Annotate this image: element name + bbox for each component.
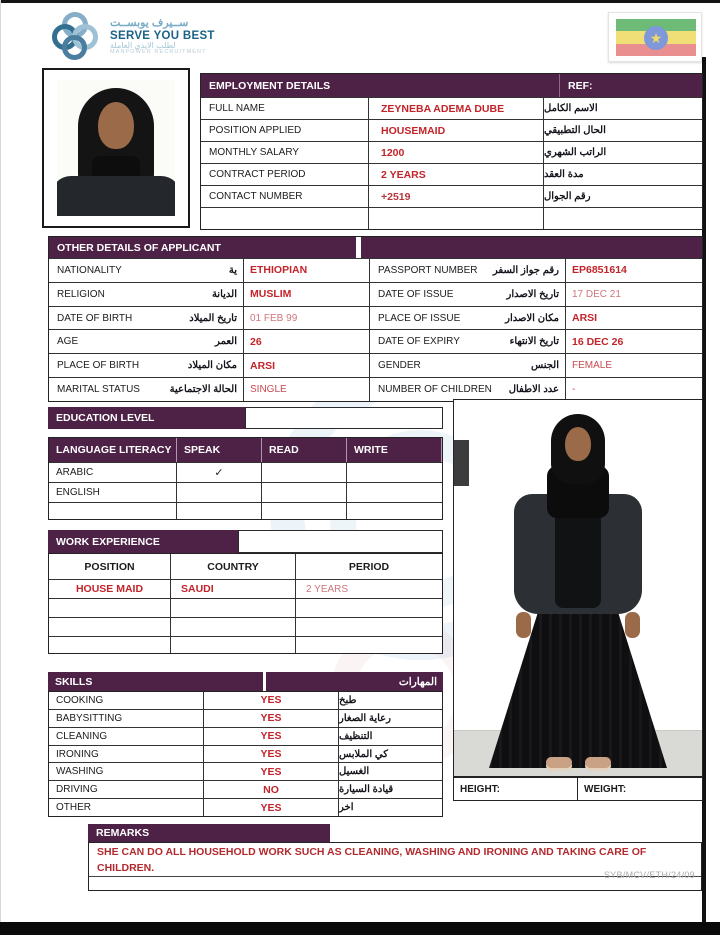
portrait-shoulders [57, 176, 175, 216]
country-header: COUNTRY [171, 554, 296, 579]
date-of-birth-label: DATE OF BIRTH [57, 312, 133, 324]
marital-status-label: MARITAL STATUS [57, 384, 140, 396]
monthly-salary-label: MONTHLY SALARY [201, 142, 369, 163]
cleaning-label: CLEANING [49, 728, 204, 745]
figure-left-hand [516, 612, 531, 638]
arabic-read-cell [262, 463, 347, 482]
date-of-birth-value: 01 FEB 99 [250, 312, 298, 324]
date-of-birth-arabic: تاريخ الميلاد [189, 312, 237, 324]
employment-details-table [200, 73, 703, 230]
other-skill-arabic: اخر [339, 802, 354, 814]
washing-label: WASHING [49, 763, 204, 780]
washing-value: YES [204, 763, 339, 780]
place-of-issue-label: PLACE OF ISSUE [378, 312, 461, 324]
position-applied-label: POSITION APPLIED [201, 120, 369, 141]
education-level-section [48, 407, 443, 429]
gender-arabic: الجنس [530, 360, 559, 372]
applicant-full-body-photo [453, 399, 703, 777]
position-applied-arabic: الحال التطبيقي [544, 125, 606, 136]
full-name-label: FULL NAME [201, 98, 369, 119]
monthly-salary-value: 1200 [369, 142, 544, 163]
remarks-header [88, 824, 330, 842]
cleaning-value: YES [204, 728, 339, 745]
passport-number-arabic: رقم جواز السفر [492, 264, 559, 276]
number-of-children-value: - [572, 384, 576, 396]
contract-period-label: CONTRACT PERIOD [201, 164, 369, 185]
work-experience-title: WORK EXPERIENCE [48, 530, 238, 553]
other-skill-label: OTHER [49, 799, 204, 816]
table-row [49, 282, 369, 306]
nationality-label: NATIONALITY [57, 264, 122, 276]
table-row [49, 482, 442, 502]
table-row [49, 258, 369, 282]
babysitting-value: YES [204, 710, 339, 727]
date-of-issue-label: DATE OF ISSUE [378, 288, 454, 300]
nationality-arabic: ية [228, 264, 237, 276]
age-value: 26 [250, 335, 262, 348]
driving-label: DRIVING [49, 781, 204, 798]
logo-tagline: MANPOWER RECRUITMENT [110, 49, 207, 56]
table-row [49, 462, 442, 482]
table-row-empty [49, 502, 442, 519]
logo-arabic-tagline: لطلب الايدي العاملة [110, 40, 176, 50]
skills-table [48, 691, 443, 817]
place-of-birth-label: PLACE OF BIRTH [57, 360, 140, 372]
place-of-issue-arabic: مكان الاصدار [505, 312, 559, 324]
ethiopia-flag [608, 12, 702, 62]
figure-face [565, 427, 591, 461]
height-weight-row [453, 777, 703, 801]
table-row [201, 141, 702, 163]
cooking-arabic: طبخ [339, 694, 357, 706]
figure-right-hand [625, 612, 640, 638]
table-row [49, 780, 442, 798]
read-header: READ [262, 438, 347, 462]
logo-company-name: SERVE YOU BEST [110, 29, 215, 42]
table-row [49, 762, 442, 780]
other-skill-value: YES [204, 799, 339, 816]
skills-title: SKILLS [48, 672, 263, 691]
left-edge-line [0, 0, 1, 922]
table-row-empty [49, 617, 442, 636]
english-speak-cell [177, 483, 262, 502]
experience-position-value: HOUSE MAID [49, 580, 171, 598]
employment-title: EMPLOYMENT DETAILS [209, 79, 331, 92]
age-label: AGE [57, 336, 79, 348]
flag-emblem-icon [644, 26, 668, 50]
work-experience-table [48, 553, 443, 654]
nationality-value: ETHIOPIAN [250, 264, 308, 277]
remarks-box [88, 842, 702, 891]
table-row [49, 306, 369, 330]
babysitting-label: BABYSITTING [49, 710, 204, 727]
contact-number-arabic: رقم الجوال [544, 191, 591, 202]
full-name-value: ZEYNEBA ADEMA DUBE [369, 98, 544, 119]
remarks-title: REMARKS [96, 827, 150, 839]
write-header: WRITE [347, 438, 442, 462]
other-details-title: OTHER DETAILS OF APPLICANT [49, 237, 356, 258]
passport-number-value: EP6851614 [572, 264, 627, 277]
gender-label: GENDER [378, 360, 421, 372]
company-logo [50, 10, 240, 64]
applicant-portrait-photo [42, 68, 190, 228]
english-write-cell [347, 483, 442, 502]
washing-arabic: الغسيل [339, 766, 370, 778]
table-row [201, 185, 702, 207]
table-row [49, 727, 442, 745]
contract-period-arabic: مدة العقد [544, 169, 584, 180]
date-of-expiry-value: 16 DEC 26 [572, 335, 624, 348]
ref-label: REF: [559, 74, 702, 97]
contact-number-value: +2519 [369, 186, 544, 207]
language-english-label: ENGLISH [49, 483, 177, 502]
date-of-expiry-arabic: تاريخ الانتهاء [509, 336, 559, 348]
table-row [201, 163, 702, 185]
ironing-label: IRONING [49, 746, 204, 763]
document-ref-code: SYB/MCV/ETH/24/09 [603, 870, 695, 880]
date-of-issue-arabic: تاريخ الاصدار [506, 288, 559, 300]
experience-country-value: SAUDI [171, 580, 296, 598]
work-experience-header [48, 530, 443, 553]
contract-period-value: 2 YEARS [369, 164, 544, 185]
cooking-value: YES [204, 692, 339, 709]
position-header: POSITION [49, 554, 171, 579]
table-row [49, 692, 442, 709]
ironing-value: YES [204, 746, 339, 763]
language-literacy-header: LANGUAGE LITERACY [49, 438, 177, 462]
skills-title-arabic: المهارات [266, 672, 443, 691]
full-name-arabic: الاسم الكامل [544, 103, 598, 114]
place-of-issue-value: ARSI [572, 312, 598, 325]
table-row-empty [49, 598, 442, 617]
table-row [370, 329, 702, 353]
contact-number-label: CONTACT NUMBER [201, 186, 369, 207]
number-of-children-label: NUMBER OF CHILDREN [378, 384, 492, 396]
language-literacy-table [48, 437, 443, 520]
cleaning-arabic: التنظيف [339, 730, 373, 742]
table-row [49, 745, 442, 763]
age-arabic: العمر [215, 336, 237, 348]
portrait-face [98, 102, 134, 149]
arabic-speak-checkmark: ✓ [177, 463, 262, 482]
speak-header: SPEAK [177, 438, 262, 462]
table-row [49, 329, 369, 353]
language-arabic-label: ARABIC [49, 463, 177, 482]
place-of-birth-value: ARSI [250, 359, 276, 372]
table-row [370, 306, 702, 330]
height-label: HEIGHT: [454, 778, 578, 800]
passport-number-label: PASSPORT NUMBER [378, 264, 478, 276]
top-border-bar [0, 0, 720, 3]
marital-status-arabic: الحالة الاجتماعية [169, 384, 237, 396]
driving-value: NO [204, 781, 339, 798]
religion-arabic: الديانة [211, 288, 237, 300]
table-row [49, 798, 442, 816]
cooking-label: COOKING [49, 692, 204, 709]
place-of-birth-arabic: مكان الميلاد [187, 360, 237, 372]
marital-status-value: SINGLE [250, 384, 287, 396]
arabic-write-cell [347, 463, 442, 482]
education-level-title: EDUCATION LEVEL [48, 407, 245, 429]
table-row [201, 97, 702, 119]
english-read-cell [262, 483, 347, 502]
period-header: PERIOD [348, 560, 390, 573]
other-details-table [48, 236, 703, 402]
table-row [370, 282, 702, 306]
religion-value: MUSLIM [250, 288, 292, 301]
religion-label: RELIGION [57, 288, 105, 300]
flag-star-icon: ★ [649, 29, 663, 46]
monthly-salary-arabic: الراتب الشهري [544, 147, 607, 158]
table-row-empty [201, 207, 702, 229]
education-level-value [245, 407, 443, 429]
date-of-issue-value: 17 DEC 21 [572, 288, 621, 300]
table-row [49, 377, 369, 401]
table-row [370, 258, 702, 282]
logo-arabic-name: ســيرف يوبســت [110, 17, 189, 30]
number-of-children-arabic: عدد الاطفال [508, 384, 559, 396]
table-row [201, 119, 702, 141]
ironing-arabic: كي الملابس [339, 748, 388, 760]
babysitting-arabic: رعاية الصغار [339, 712, 391, 724]
table-row [49, 709, 442, 727]
table-row [370, 353, 702, 377]
bottom-border-bar [0, 922, 720, 935]
logo-rings-icon [50, 11, 102, 63]
table-row-empty [49, 636, 442, 653]
date-of-expiry-label: DATE OF EXPIRY [378, 336, 460, 348]
skills-header [48, 672, 443, 691]
table-row [49, 353, 369, 377]
table-row [49, 579, 442, 598]
figure-left-foot [546, 757, 572, 768]
photo-wall-patch [454, 440, 469, 486]
remarks-text: SHE CAN DO ALL HOUSEHOLD WORK SUCH AS CLEANING, WASHING AND IRONING AND TAKING CARE OF CHILDREN. [97, 846, 647, 874]
figure-right-foot [585, 757, 611, 768]
weight-label: WEIGHT: [584, 783, 627, 795]
driving-arabic: قيادة السيارة [339, 784, 394, 796]
position-applied-value: HOUSEMAID [369, 120, 544, 141]
gender-value: FEMALE [572, 360, 613, 372]
table-row [370, 377, 702, 401]
experience-period-value: 2 YEARS [306, 583, 349, 595]
